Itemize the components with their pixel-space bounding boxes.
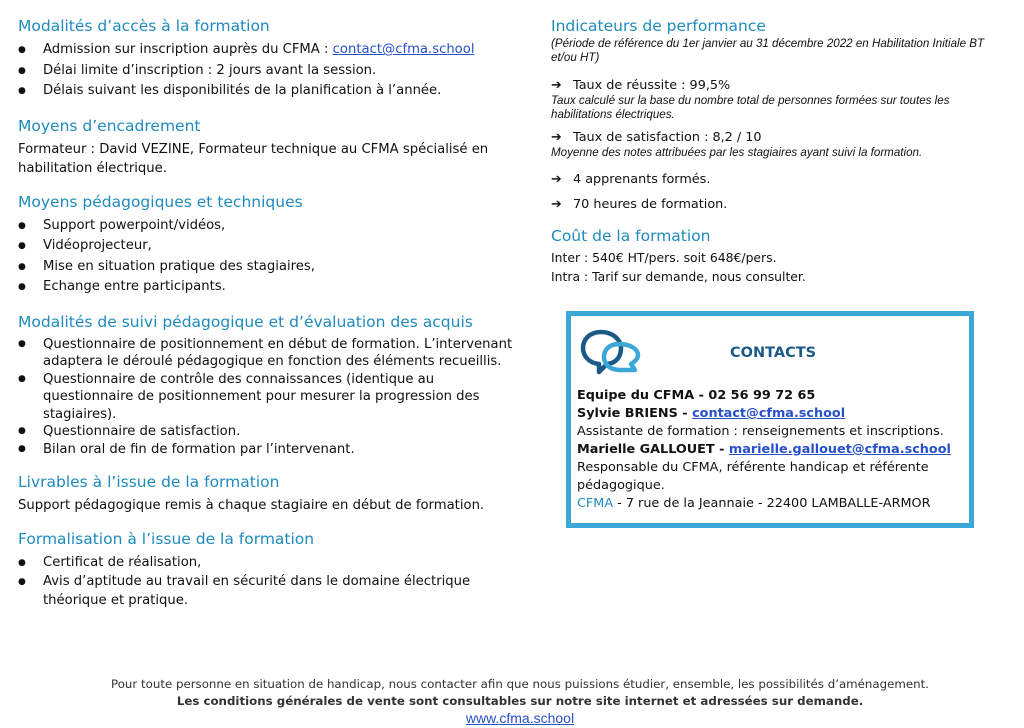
footer-handicap-note: Pour toute personne en situation de handicap, nous contacter afin que nous puissions étudier, ensemble, les possibilités d’aménagement. — [111, 677, 929, 691]
left-column — [18, 16, 518, 624]
encadrement-text: Formateur : David VEZINE, Formateur technique au CFMA spécialisé en habilitation électrique. — [18, 141, 489, 176]
marielle-email-link[interactable]: marielle.gallouet@cfma.school — [728, 442, 951, 457]
contact-email-link[interactable]: contact@cfma.school — [332, 42, 475, 57]
section-title-cout: Coût de la formation — [551, 227, 711, 245]
footer — [0, 676, 1024, 728]
arrow-right-icon: ➔ — [551, 78, 562, 93]
reussite-note: Taux calculé sur la base du nombre total de personnes formées sur toutes les habilitations électriques. — [551, 94, 950, 121]
list-item: ● Questionnaire de contrôle des connaissances (identique au questionnaire de positionnement pour mesurer la progression des stagiaires). — [18, 371, 518, 424]
heures-line — [551, 197, 1011, 213]
list-item: ● Questionnaire de positionnement en début de formation. L’intervenant adaptera le déroulé pédagogique en fonction des éléments recueillis. — [18, 336, 518, 371]
reussite-line — [551, 78, 1011, 94]
website-link[interactable]: www.cfma.school — [465, 710, 575, 726]
list-item — [18, 40, 518, 61]
apprenants-text: 4 apprenants formés. — [573, 172, 711, 187]
livrables-text: Support pédagogique remis à chaque stagiaire en début de formation. — [18, 498, 485, 513]
section-pedagogiques — [18, 192, 518, 298]
section-cout — [551, 226, 1011, 286]
arrow-right-icon: ➔ — [551, 197, 562, 212]
heures-text: 70 heures de formation. — [573, 197, 728, 212]
acces-item1-text: Admission sur inscription auprès du CFMA : — [43, 42, 333, 57]
satisfaction-line — [551, 130, 1011, 146]
formalisation-list — [18, 553, 518, 610]
section-title-suivi: Modalités de suivi pédagogique et d’évaluation des acquis — [18, 312, 473, 331]
cout-inter: Inter : 540€ HT/pers. soit 648€/pers. — [551, 250, 777, 265]
section-title-acces: Modalités d’accès à la formation — [18, 17, 270, 35]
sylvie-name: Sylvie BRIENS - — [577, 406, 693, 421]
section-suivi — [18, 312, 518, 459]
footer-cgv-note: Les conditions générales de vente sont consultables sur notre site internet et adressées sur demande. — [176, 694, 864, 708]
right-column — [551, 16, 1011, 286]
marielle-line — [577, 441, 967, 459]
section-indicateurs — [551, 16, 1011, 213]
section-acces — [18, 16, 518, 102]
address-line — [577, 495, 967, 513]
list-item: ● Support powerpoint/vidéos, — [18, 216, 518, 237]
contacts-body — [577, 387, 967, 513]
section-title-indicateurs: Indicateurs de performance — [551, 17, 766, 35]
indicator-reussite — [551, 78, 1011, 122]
sylvie-role: Assistante de formation : renseignements et inscriptions. — [577, 424, 944, 439]
list-item: ● Délai limite d’inscription : 2 jours avant la session. — [18, 61, 518, 82]
arrow-right-icon: ➔ — [551, 130, 562, 145]
sylvie-email-link[interactable]: contact@cfma.school — [692, 406, 846, 421]
cout-intra: Intra : Tarif sur demande, nous consulter. — [551, 269, 806, 284]
contacts-title: CONTACTS — [730, 345, 817, 361]
equipe-line: Equipe du CFMA - 02 56 99 72 65 — [577, 388, 816, 403]
list-item: ● Mise en situation pratique des stagiaires, — [18, 257, 518, 278]
apprenants-line — [551, 172, 1011, 188]
list-item: ● Certificat de réalisation, — [18, 553, 518, 572]
satisfaction-text: Taux de satisfaction : 8,2 / 10 — [573, 130, 762, 145]
satisfaction-note: Moyenne des notes attribuées par les stagiaires ayant suivi la formation. — [551, 146, 923, 159]
section-formalisation — [18, 529, 518, 610]
list-item: ● Avis d’aptitude au travail en sécurité dans le domaine électrique théorique et pratique. — [18, 572, 518, 610]
section-title-pedagogiques: Moyens pédagogiques et techniques — [18, 192, 303, 211]
acces-list — [18, 40, 518, 102]
contacts-box — [566, 311, 974, 528]
list-item: ● Vidéoprojecteur, — [18, 236, 518, 257]
section-livrables — [18, 472, 518, 515]
indicator-satisfaction — [551, 130, 1011, 160]
sylvie-line — [577, 405, 967, 423]
reussite-text: Taux de réussite : 99,5% — [573, 78, 731, 93]
arrow-right-icon: ➔ — [551, 172, 562, 187]
list-item: ● Echange entre participants. — [18, 277, 518, 298]
speech-bubbles-icon — [579, 326, 647, 382]
indicateurs-periode: (Période de référence du 1er janvier au 31 décembre 2022 en Habilitation Initiale BT et/ou HT) — [551, 37, 985, 64]
suivi-list — [18, 336, 518, 459]
section-title-formalisation: Formalisation à l’issue de la formation — [18, 530, 315, 548]
list-item: ● Bilan oral de fin de formation par l’intervenant. — [18, 441, 518, 459]
address-text: - 7 rue de la Jeannaie - 22400 LAMBALLE-ARMOR — [613, 496, 931, 511]
address-cfma: CFMA — [577, 496, 614, 511]
section-title-encadrement: Moyens d’encadrement — [18, 116, 201, 135]
list-item: ● Délais suivant les disponibilités de la planification à l’année. — [18, 81, 518, 102]
list-item: ● Questionnaire de satisfaction. — [18, 423, 518, 441]
section-title-livrables: Livrables à l’issue de la formation — [18, 473, 280, 491]
marielle-role: Responsable du CFMA, référente handicap et référente pédagogique. — [577, 460, 929, 493]
marielle-name: Marielle GALLOUET - — [577, 442, 729, 457]
section-encadrement — [18, 116, 518, 178]
pedagogiques-list — [18, 216, 518, 298]
